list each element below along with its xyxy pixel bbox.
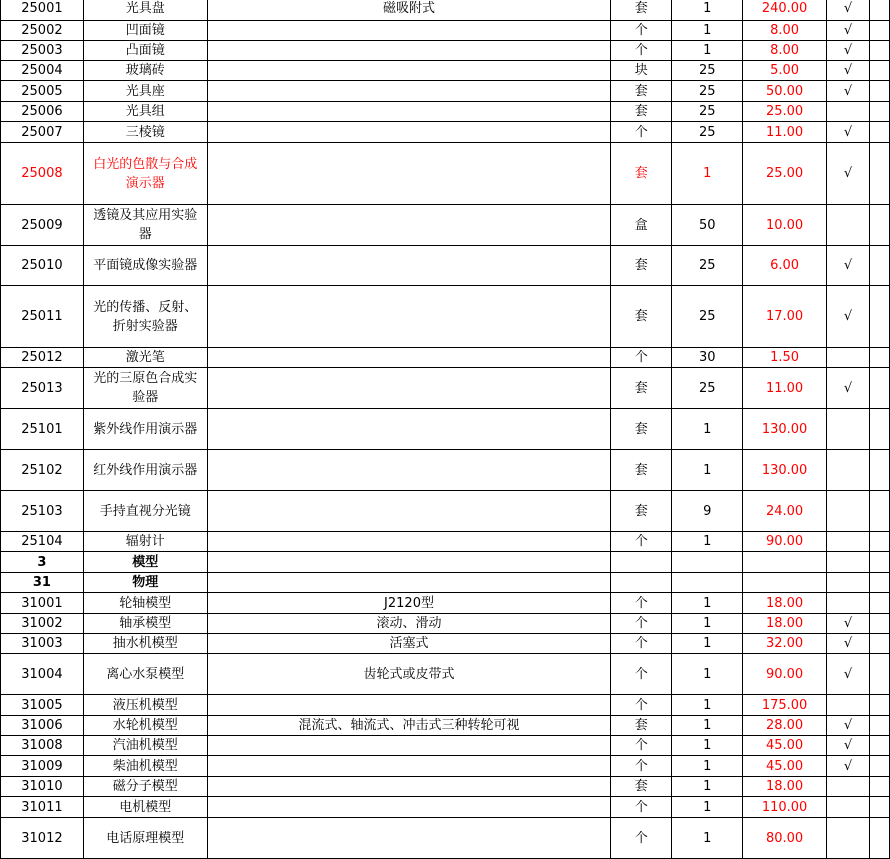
item-check-cell: √ [827,0,870,21]
item-check-cell: √ [827,716,870,736]
empty-cell [869,593,889,614]
item-price-cell: 90.00 [743,654,827,695]
item-unit-cell [611,573,672,593]
item-qty-cell: 25 [672,81,743,102]
item-check-cell: √ [827,41,870,61]
item-code-cell: 25002 [1,21,84,41]
item-code-cell: 25008 [1,143,84,205]
item-qty-cell: 1 [672,634,743,654]
item-check-cell [827,777,870,797]
item-price-cell: 28.00 [743,716,827,736]
item-name-cell: 平面镜成像实验器 [83,246,207,286]
table-row [1,614,890,634]
item-code-cell: 25102 [1,450,84,491]
table-row [1,0,890,21]
item-price-cell: 11.00 [743,368,827,409]
table-row [1,143,890,205]
item-spec-cell [207,695,611,716]
empty-cell [869,716,889,736]
item-check-cell: √ [827,736,870,756]
item-code-cell: 25003 [1,41,84,61]
table-row [1,61,890,81]
item-qty-cell: 50 [672,205,743,246]
item-code-cell: 31010 [1,777,84,797]
item-check-cell [827,532,870,552]
item-name-cell: 轴承模型 [83,614,207,634]
item-spec-cell [207,532,611,552]
item-qty-cell: 1 [672,450,743,491]
item-price-cell: 6.00 [743,246,827,286]
item-unit-cell: 套 [611,246,672,286]
item-price-cell: 11.00 [743,122,827,143]
item-price-cell: 80.00 [743,818,827,859]
empty-cell [869,532,889,552]
item-spec-cell [207,450,611,491]
empty-cell [869,143,889,205]
table-row [1,102,890,122]
item-unit-cell: 套 [611,716,672,736]
item-check-cell: √ [827,286,870,348]
item-qty-cell: 25 [672,122,743,143]
item-unit-cell: 个 [611,348,672,368]
item-unit-cell: 块 [611,61,672,81]
item-spec-cell [207,756,611,777]
item-check-cell [827,348,870,368]
item-spec-cell: 活塞式 [207,634,611,654]
item-check-cell: √ [827,368,870,409]
item-name-cell: 激光笔 [83,348,207,368]
item-check-cell: √ [827,81,870,102]
item-code-cell: 31005 [1,695,84,716]
empty-cell [869,21,889,41]
empty-cell [869,61,889,81]
item-spec-cell: J2120型 [207,593,611,614]
item-qty-cell: 25 [672,61,743,81]
item-spec-cell [207,286,611,348]
item-code-cell: 3 [1,552,84,573]
item-price-cell: 18.00 [743,777,827,797]
item-check-cell [827,450,870,491]
item-unit-cell: 个 [611,41,672,61]
item-qty-cell: 1 [672,797,743,818]
item-check-cell [827,797,870,818]
item-spec-cell [207,777,611,797]
item-price-cell: 175.00 [743,695,827,716]
item-code-cell: 25103 [1,491,84,532]
table-row [1,286,890,348]
item-spec-cell [207,348,611,368]
item-qty-cell: 1 [672,756,743,777]
item-check-cell [827,818,870,859]
item-unit-cell: 套 [611,143,672,205]
item-spec-cell [207,122,611,143]
item-qty-cell: 1 [672,593,743,614]
item-spec-cell [207,21,611,41]
table-row [1,736,890,756]
item-price-cell: 25.00 [743,143,827,205]
item-price-cell: 90.00 [743,532,827,552]
item-unit-cell: 个 [611,654,672,695]
item-unit-cell: 个 [611,593,672,614]
item-name-cell: 电机模型 [83,797,207,818]
item-qty-cell: 1 [672,716,743,736]
item-price-cell: 25.00 [743,102,827,122]
item-code-cell: 25013 [1,368,84,409]
item-code-cell: 31006 [1,716,84,736]
item-qty-cell: 1 [672,0,743,21]
table-row [1,81,890,102]
item-spec-cell: 磁吸附式 [207,0,611,21]
item-code-cell: 31001 [1,593,84,614]
item-unit-cell: 个 [611,797,672,818]
item-code-cell: 31004 [1,654,84,695]
item-unit-cell: 套 [611,450,672,491]
item-spec-cell [207,368,611,409]
empty-cell [869,41,889,61]
item-price-cell: 240.00 [743,0,827,21]
item-name-cell: 抽水机模型 [83,634,207,654]
item-name-cell: 光的三原色合成实验器 [83,368,207,409]
item-unit-cell: 套 [611,102,672,122]
table-row [1,552,890,573]
item-unit-cell: 套 [611,409,672,450]
item-check-cell [827,102,870,122]
item-price-cell: 8.00 [743,41,827,61]
item-spec-cell: 滚动、滑动 [207,614,611,634]
item-code-cell: 31009 [1,756,84,777]
item-name-cell: 光的传播、反射、折射实验器 [83,286,207,348]
empty-cell [869,818,889,859]
empty-cell [869,777,889,797]
empty-cell [869,122,889,143]
item-code-cell: 25104 [1,532,84,552]
item-unit-cell: 个 [611,122,672,143]
item-name-cell: 三棱镜 [83,122,207,143]
empty-cell [869,286,889,348]
table-row [1,41,890,61]
item-spec-cell [207,573,611,593]
item-price-cell: 1.50 [743,348,827,368]
item-check-cell: √ [827,61,870,81]
item-spec-cell [207,143,611,205]
item-name-cell: 汽油机模型 [83,736,207,756]
table-row [1,573,890,593]
item-check-cell [827,573,870,593]
table-row [1,756,890,777]
item-spec-cell [207,61,611,81]
item-qty-cell: 9 [672,491,743,532]
item-code-cell: 25004 [1,61,84,81]
item-code-cell: 25007 [1,122,84,143]
table-row [1,593,890,614]
item-check-cell: √ [827,756,870,777]
item-spec-cell [207,246,611,286]
table-row [1,246,890,286]
item-name-cell: 玻璃砖 [83,61,207,81]
item-check-cell [827,593,870,614]
item-unit-cell: 套 [611,81,672,102]
item-name-cell: 凸面镜 [83,41,207,61]
item-price-cell [743,552,827,573]
empty-cell [869,552,889,573]
item-price-cell [743,573,827,593]
empty-cell [869,205,889,246]
empty-cell [869,736,889,756]
item-check-cell: √ [827,143,870,205]
item-unit-cell: 盒 [611,205,672,246]
item-name-cell: 物理 [83,573,207,593]
item-price-cell: 32.00 [743,634,827,654]
item-price-cell: 24.00 [743,491,827,532]
item-check-cell [827,552,870,573]
table-row [1,797,890,818]
item-spec-cell [207,818,611,859]
empty-cell [869,102,889,122]
item-code-cell: 31002 [1,614,84,634]
item-qty-cell: 1 [672,41,743,61]
table-row [1,368,890,409]
item-qty-cell: 1 [672,532,743,552]
item-spec-cell [207,102,611,122]
item-spec-cell: 齿轮式或皮带式 [207,654,611,695]
item-code-cell: 25005 [1,81,84,102]
item-spec-cell: 混流式、轴流式、冲击式三种转轮可视 [207,716,611,736]
item-name-cell: 手持直视分光镜 [83,491,207,532]
table-row [1,634,890,654]
item-spec-cell [207,736,611,756]
item-name-cell: 电话原理模型 [83,818,207,859]
item-qty-cell: 25 [672,102,743,122]
item-check-cell: √ [827,246,870,286]
empty-cell [869,246,889,286]
item-check-cell: √ [827,614,870,634]
item-name-cell: 白光的色散与合成演示器 [83,143,207,205]
empty-cell [869,81,889,102]
item-code-cell: 25012 [1,348,84,368]
item-code-cell: 25001 [1,0,84,21]
item-price-cell: 17.00 [743,286,827,348]
empty-cell [869,654,889,695]
item-code-cell: 31003 [1,634,84,654]
item-price-cell: 110.00 [743,797,827,818]
item-check-cell: √ [827,654,870,695]
item-unit-cell: 套 [611,777,672,797]
item-qty-cell: 1 [672,695,743,716]
table-row [1,818,890,859]
table-row [1,777,890,797]
item-name-cell: 离心水泵模型 [83,654,207,695]
table-row [1,450,890,491]
item-spec-cell [207,409,611,450]
table-row [1,409,890,450]
table-row [1,716,890,736]
item-qty-cell: 1 [672,614,743,634]
item-unit-cell: 个 [611,818,672,859]
item-name-cell: 水轮机模型 [83,716,207,736]
item-code-cell: 25010 [1,246,84,286]
item-spec-cell [207,41,611,61]
item-unit-cell: 个 [611,614,672,634]
item-name-cell: 紫外线作用演示器 [83,409,207,450]
item-code-cell: 25011 [1,286,84,348]
table-body [1,0,890,859]
item-name-cell: 辐射计 [83,532,207,552]
item-check-cell [827,205,870,246]
item-name-cell: 液压机模型 [83,695,207,716]
item-name-cell: 磁分子模型 [83,777,207,797]
item-code-cell: 31 [1,573,84,593]
item-check-cell: √ [827,634,870,654]
item-name-cell: 红外线作用演示器 [83,450,207,491]
item-unit-cell: 套 [611,0,672,21]
item-unit-cell: 个 [611,756,672,777]
item-spec-cell [207,205,611,246]
item-unit-cell: 个 [611,695,672,716]
empty-cell [869,0,889,21]
item-code-cell: 25006 [1,102,84,122]
item-check-cell [827,695,870,716]
empty-cell [869,695,889,716]
item-name-cell: 光具组 [83,102,207,122]
item-qty-cell: 1 [672,143,743,205]
item-code-cell: 31012 [1,818,84,859]
item-spec-cell [207,81,611,102]
item-check-cell: √ [827,122,870,143]
item-price-cell: 8.00 [743,21,827,41]
table-row [1,21,890,41]
item-qty-cell: 25 [672,246,743,286]
item-unit-cell: 套 [611,368,672,409]
item-qty-cell: 1 [672,777,743,797]
item-price-cell: 10.00 [743,205,827,246]
item-code-cell: 31011 [1,797,84,818]
table-row [1,695,890,716]
item-price-cell: 50.00 [743,81,827,102]
item-qty-cell: 25 [672,286,743,348]
empty-cell [869,450,889,491]
item-qty-cell: 1 [672,654,743,695]
item-qty-cell: 1 [672,21,743,41]
item-price-cell: 130.00 [743,450,827,491]
item-qty-cell [672,573,743,593]
item-spec-cell [207,797,611,818]
item-qty-cell: 30 [672,348,743,368]
item-unit-cell: 个 [611,634,672,654]
item-price-cell: 130.00 [743,409,827,450]
empty-cell [869,409,889,450]
item-price-cell: 45.00 [743,756,827,777]
item-unit-cell: 个 [611,736,672,756]
empty-cell [869,573,889,593]
item-unit-cell [611,552,672,573]
item-name-cell: 光具盘 [83,0,207,21]
item-code-cell: 31008 [1,736,84,756]
item-check-cell [827,491,870,532]
item-qty-cell [672,552,743,573]
item-spec-cell [207,491,611,532]
item-check-cell: √ [827,21,870,41]
item-spec-cell [207,552,611,573]
empty-cell [869,634,889,654]
item-qty-cell: 25 [672,368,743,409]
item-qty-cell: 1 [672,818,743,859]
table-row [1,491,890,532]
item-price-cell: 45.00 [743,736,827,756]
item-price-cell: 18.00 [743,614,827,634]
item-qty-cell: 1 [672,409,743,450]
item-code-cell: 25009 [1,205,84,246]
item-name-cell: 模型 [83,552,207,573]
item-unit-cell: 个 [611,532,672,552]
item-name-cell: 透镜及其应用实验器 [83,205,207,246]
item-name-cell: 凹面镜 [83,21,207,41]
empty-cell [869,797,889,818]
empty-cell [869,491,889,532]
table-row [1,205,890,246]
empty-cell [869,756,889,777]
item-name-cell: 轮轴模型 [83,593,207,614]
item-qty-cell: 1 [672,736,743,756]
item-unit-cell: 套 [611,491,672,532]
table-row [1,122,890,143]
table-row [1,532,890,552]
item-code-cell: 25101 [1,409,84,450]
item-unit-cell: 套 [611,286,672,348]
item-name-cell: 柴油机模型 [83,756,207,777]
item-name-cell: 光具座 [83,81,207,102]
empty-cell [869,348,889,368]
table-row [1,654,890,695]
item-price-cell: 18.00 [743,593,827,614]
empty-cell [869,614,889,634]
item-check-cell [827,409,870,450]
empty-cell [869,368,889,409]
table-row [1,348,890,368]
item-unit-cell: 个 [611,21,672,41]
item-price-cell: 5.00 [743,61,827,81]
